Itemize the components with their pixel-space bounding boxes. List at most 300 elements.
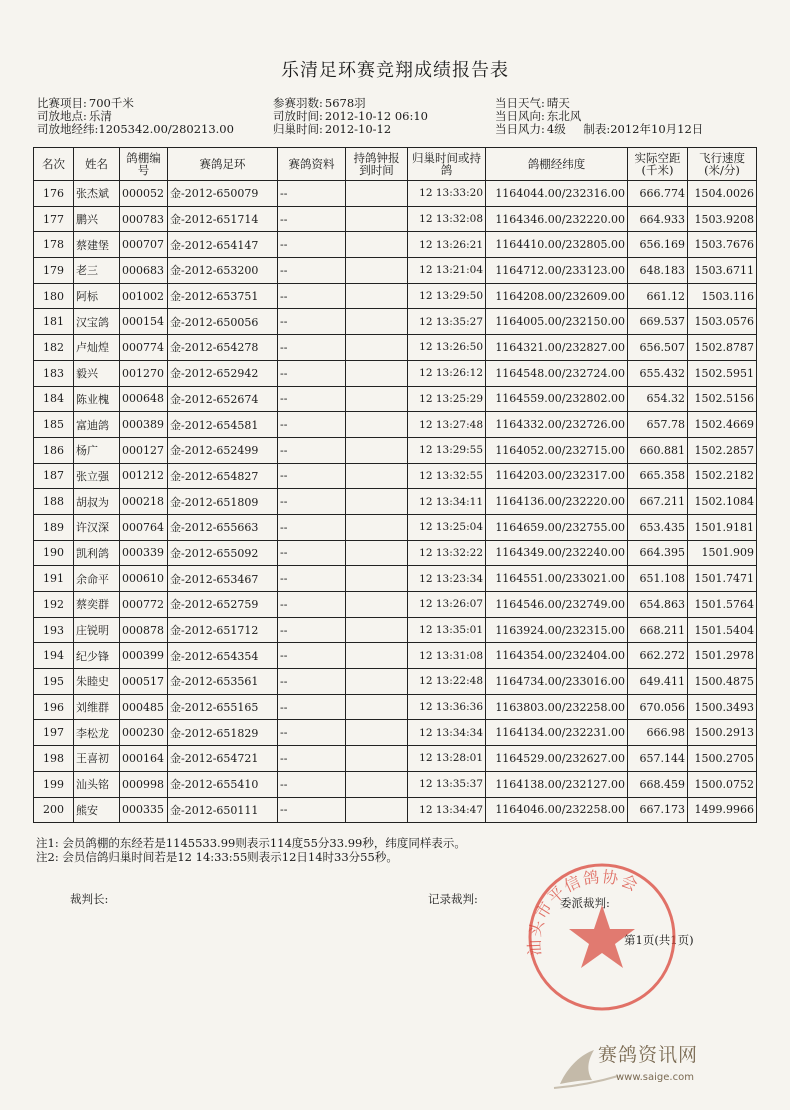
release-coord-value: 1205342.00/280213.00 <box>98 122 234 136</box>
header-rank: 名次 <box>34 148 74 181</box>
cell-loft: 000127 <box>120 437 168 463</box>
cell-info: -- <box>278 437 346 463</box>
release-time-label: 司放时间: <box>273 109 323 123</box>
table-row <box>34 514 757 540</box>
cell-clock <box>346 437 408 463</box>
cell-dist: 651.108 <box>628 566 688 592</box>
entries-value: 5678羽 <box>324 96 366 110</box>
return-time-label: 归巢时间: <box>273 122 323 136</box>
cell-coord: 1164136.00/232220.00 <box>486 489 628 515</box>
cell-rank: 192 <box>34 592 74 618</box>
cell-arrival: 12 13:29:50 <box>408 283 486 309</box>
cell-ring: 金-2012-655410 <box>168 771 278 797</box>
cell-speed: 1503.6711 <box>688 258 757 284</box>
record-judge-label: 记录裁判: <box>428 892 478 906</box>
cell-name: 熊安 <box>74 797 120 823</box>
release-time-value: 2012-10-12 06:10 <box>324 109 428 123</box>
cell-loft: 000485 <box>120 694 168 720</box>
cell-name: 汕头铭 <box>74 771 120 797</box>
cell-speed: 1499.9966 <box>688 797 757 823</box>
cell-speed: 1502.2857 <box>688 437 757 463</box>
cell-rank: 187 <box>34 463 74 489</box>
cell-rank: 186 <box>34 437 74 463</box>
notes <box>36 836 466 864</box>
cell-ring: 金-2012-653200 <box>168 258 278 284</box>
cell-clock <box>346 720 408 746</box>
wind-force-info <box>495 123 703 136</box>
cell-speed: 1500.2913 <box>688 720 757 746</box>
cell-name: 陈业槐 <box>74 386 120 412</box>
cell-ring: 金-2012-654721 <box>168 746 278 772</box>
cell-clock <box>346 694 408 720</box>
cell-coord: 1164046.00/232258.00 <box>486 797 628 823</box>
pigeon-icon <box>560 1050 594 1084</box>
cell-speed: 1501.5764 <box>688 592 757 618</box>
cell-dist: 669.537 <box>628 309 688 335</box>
cell-name: 纪少锋 <box>74 643 120 669</box>
page-number: 第1页(共1页) <box>624 933 694 947</box>
cell-dist: 670.056 <box>628 694 688 720</box>
cell-dist: 660.881 <box>628 437 688 463</box>
cell-coord: 1164138.00/232127.00 <box>486 771 628 797</box>
cell-clock <box>346 283 408 309</box>
cell-speed: 1502.8787 <box>688 335 757 361</box>
return-time-info <box>273 123 391 136</box>
cell-name: 杨广 <box>74 437 120 463</box>
weather-value: 晴天 <box>546 96 570 110</box>
cell-name: 汉宝鸽 <box>74 309 120 335</box>
cell-info: -- <box>278 771 346 797</box>
cell-speed: 1503.0576 <box>688 309 757 335</box>
table-row <box>34 283 757 309</box>
cell-name: 张杰斌 <box>74 181 120 207</box>
cell-loft: 000164 <box>120 746 168 772</box>
cell-info: -- <box>278 258 346 284</box>
cell-coord: 1164546.00/232749.00 <box>486 592 628 618</box>
cell-rank: 189 <box>34 514 74 540</box>
cell-dist: 653.435 <box>628 514 688 540</box>
cell-arrival: 12 13:31:08 <box>408 643 486 669</box>
cell-name: 张立强 <box>74 463 120 489</box>
cell-speed: 1501.909 <box>688 540 757 566</box>
cell-dist: 665.358 <box>628 463 688 489</box>
cell-coord: 1164346.00/232220.00 <box>486 206 628 232</box>
cell-ring: 金-2012-651714 <box>168 206 278 232</box>
cell-coord: 1164734.00/233016.00 <box>486 669 628 695</box>
cell-speed: 1500.2705 <box>688 746 757 772</box>
cell-info: -- <box>278 797 346 823</box>
cell-loft: 000052 <box>120 181 168 207</box>
cell-ring: 金-2012-655092 <box>168 540 278 566</box>
cell-coord: 1163924.00/232315.00 <box>486 617 628 643</box>
cell-rank: 194 <box>34 643 74 669</box>
wind-force-label: 当日风力: <box>495 122 545 136</box>
cell-name: 老三 <box>74 258 120 284</box>
cell-arrival: 12 13:35:01 <box>408 617 486 643</box>
cell-speed: 1502.4669 <box>688 412 757 438</box>
cell-name: 余命平 <box>74 566 120 592</box>
cell-dist: 649.411 <box>628 669 688 695</box>
table-row <box>34 360 757 386</box>
header-arrival: 归巢时间或持鸽 <box>408 148 486 181</box>
cell-name: 许汉深 <box>74 514 120 540</box>
cell-loft: 000335 <box>120 797 168 823</box>
cell-arrival: 12 13:32:22 <box>408 540 486 566</box>
cell-clock <box>346 669 408 695</box>
cell-clock <box>346 258 408 284</box>
table-row <box>34 181 757 207</box>
cell-name: 毅兴 <box>74 360 120 386</box>
cell-info: -- <box>278 360 346 386</box>
cell-rank: 198 <box>34 746 74 772</box>
table-row <box>34 540 757 566</box>
cell-info: -- <box>278 592 346 618</box>
cell-speed: 1503.116 <box>688 283 757 309</box>
table-row <box>34 437 757 463</box>
note-2: 注2: 会员信鸽归巢时间若是12 14:33:55则表示12日14时33分55秒。 <box>36 850 398 864</box>
cell-info: -- <box>278 540 346 566</box>
cell-dist: 655.432 <box>628 360 688 386</box>
cell-name: 庄锐明 <box>74 617 120 643</box>
release-site-label: 司放地点: <box>37 109 87 123</box>
header-ring: 赛鸽足环 <box>168 148 278 181</box>
cell-loft: 000648 <box>120 386 168 412</box>
cell-rank: 200 <box>34 797 74 823</box>
cell-dist: 654.863 <box>628 592 688 618</box>
cell-arrival: 12 13:23:34 <box>408 566 486 592</box>
cell-speed: 1501.5404 <box>688 617 757 643</box>
cell-speed: 1501.2978 <box>688 643 757 669</box>
cell-ring: 金-2012-651809 <box>168 489 278 515</box>
cell-dist: 661.12 <box>628 283 688 309</box>
cell-dist: 656.507 <box>628 335 688 361</box>
cell-clock <box>346 463 408 489</box>
cell-name: 刘维群 <box>74 694 120 720</box>
cell-dist: 648.183 <box>628 258 688 284</box>
watermark-text: 赛鸽资讯网 <box>598 1044 699 1066</box>
table-row <box>34 617 757 643</box>
cell-info: -- <box>278 694 346 720</box>
cell-dist: 667.211 <box>628 489 688 515</box>
wind-force-value: 4级 <box>546 122 566 136</box>
cell-coord: 1164044.00/232316.00 <box>486 181 628 207</box>
release-site-value: 乐清 <box>88 109 112 123</box>
cell-loft: 000764 <box>120 514 168 540</box>
cell-info: -- <box>278 746 346 772</box>
cell-coord: 1164321.00/232827.00 <box>486 335 628 361</box>
cell-speed: 1502.2182 <box>688 463 757 489</box>
cell-arrival: 12 13:32:55 <box>408 463 486 489</box>
cell-rank: 193 <box>34 617 74 643</box>
chief-judge-label: 裁判长: <box>70 892 109 906</box>
cell-speed: 1502.5951 <box>688 360 757 386</box>
cell-speed: 1504.0026 <box>688 181 757 207</box>
cell-rank: 177 <box>34 206 74 232</box>
cell-loft: 000772 <box>120 592 168 618</box>
cell-info: -- <box>278 720 346 746</box>
cell-loft: 000399 <box>120 643 168 669</box>
seal-star-icon <box>569 905 635 968</box>
cell-loft: 000783 <box>120 206 168 232</box>
cell-ring: 金-2012-650056 <box>168 309 278 335</box>
cell-info: -- <box>278 617 346 643</box>
cell-rank: 185 <box>34 412 74 438</box>
cell-clock <box>346 232 408 258</box>
cell-arrival: 12 13:35:27 <box>408 309 486 335</box>
cell-coord: 1164052.00/232715.00 <box>486 437 628 463</box>
cell-arrival: 12 13:26:50 <box>408 335 486 361</box>
cell-name: 阿标 <box>74 283 120 309</box>
cell-name: 卢灿煌 <box>74 335 120 361</box>
cell-loft: 000998 <box>120 771 168 797</box>
table-row <box>34 412 757 438</box>
made-value: 2012年10月12日 <box>610 122 704 136</box>
cell-coord: 1164529.00/232627.00 <box>486 746 628 772</box>
table-header-row <box>34 148 757 181</box>
cell-ring: 金-2012-655663 <box>168 514 278 540</box>
table-row <box>34 566 757 592</box>
cell-clock <box>346 489 408 515</box>
watermark-url: www.saige.com <box>616 1072 694 1083</box>
table-row <box>34 309 757 335</box>
cell-loft: 000154 <box>120 309 168 335</box>
wind-dir-label: 当日风向: <box>495 109 545 123</box>
cell-clock <box>346 360 408 386</box>
cell-speed: 1501.7471 <box>688 566 757 592</box>
cell-dist: 654.32 <box>628 386 688 412</box>
cell-info: -- <box>278 283 346 309</box>
results-table <box>33 147 757 823</box>
cell-ring: 金-2012-651829 <box>168 720 278 746</box>
table-row <box>34 258 757 284</box>
cell-name: 朱睦史 <box>74 669 120 695</box>
cell-name: 富迪鸽 <box>74 412 120 438</box>
cell-rank: 199 <box>34 771 74 797</box>
cell-ring: 金-2012-654581 <box>168 412 278 438</box>
cell-name: 王喜初 <box>74 746 120 772</box>
cell-clock <box>346 386 408 412</box>
cell-ring: 金-2012-650079 <box>168 181 278 207</box>
cell-rank: 178 <box>34 232 74 258</box>
cell-clock <box>346 617 408 643</box>
cell-loft: 000218 <box>120 489 168 515</box>
cell-arrival: 12 13:35:37 <box>408 771 486 797</box>
cell-arrival: 12 13:32:08 <box>408 206 486 232</box>
cell-rank: 182 <box>34 335 74 361</box>
return-time-value: 2012-10-12 <box>324 122 392 136</box>
cell-ring: 金-2012-652759 <box>168 592 278 618</box>
table-row <box>34 669 757 695</box>
cell-clock <box>346 412 408 438</box>
cell-speed: 1500.4875 <box>688 669 757 695</box>
cell-arrival: 12 13:21:04 <box>408 258 486 284</box>
cell-rank: 191 <box>34 566 74 592</box>
cell-rank: 188 <box>34 489 74 515</box>
cell-coord: 1164712.00/233123.00 <box>486 258 628 284</box>
cell-name: 鹏兴 <box>74 206 120 232</box>
table-row <box>34 720 757 746</box>
cell-ring: 金-2012-653467 <box>168 566 278 592</box>
cell-name: 胡叔为 <box>74 489 120 515</box>
cell-loft: 000389 <box>120 412 168 438</box>
cell-clock <box>346 335 408 361</box>
cell-dist: 667.173 <box>628 797 688 823</box>
cell-ring: 金-2012-652674 <box>168 386 278 412</box>
table-row <box>34 592 757 618</box>
header-info: 赛鸽资料 <box>278 148 346 181</box>
header-clock: 持鸽钟报到时间 <box>346 148 408 181</box>
cell-coord: 1164559.00/232802.00 <box>486 386 628 412</box>
cell-info: -- <box>278 669 346 695</box>
cell-arrival: 12 13:34:11 <box>408 489 486 515</box>
cell-name: 凯利鸽 <box>74 540 120 566</box>
table-row <box>34 232 757 258</box>
table-row <box>34 694 757 720</box>
cell-loft: 001002 <box>120 283 168 309</box>
cell-name: 蔡奕群 <box>74 592 120 618</box>
cell-info: -- <box>278 489 346 515</box>
cell-info: -- <box>278 309 346 335</box>
cell-loft: 000230 <box>120 720 168 746</box>
cell-info: -- <box>278 206 346 232</box>
cell-rank: 196 <box>34 694 74 720</box>
cell-loft: 000878 <box>120 617 168 643</box>
cell-loft: 000683 <box>120 258 168 284</box>
cell-dist: 657.144 <box>628 746 688 772</box>
cell-clock <box>346 566 408 592</box>
cell-loft: 000517 <box>120 669 168 695</box>
cell-ring: 金-2012-651712 <box>168 617 278 643</box>
cell-loft: 001212 <box>120 463 168 489</box>
cell-dist: 656.169 <box>628 232 688 258</box>
cell-info: -- <box>278 412 346 438</box>
table-row <box>34 797 757 823</box>
cell-clock <box>346 771 408 797</box>
cell-speed: 1503.7676 <box>688 232 757 258</box>
header-name: 姓名 <box>74 148 120 181</box>
cell-rank: 190 <box>34 540 74 566</box>
cell-info: -- <box>278 386 346 412</box>
cell-speed: 1500.0752 <box>688 771 757 797</box>
cell-dist: 666.98 <box>628 720 688 746</box>
cell-ring: 金-2012-654278 <box>168 335 278 361</box>
cell-info: -- <box>278 335 346 361</box>
table-row <box>34 206 757 232</box>
cell-coord: 1164005.00/232150.00 <box>486 309 628 335</box>
cell-info: -- <box>278 514 346 540</box>
cell-rank: 195 <box>34 669 74 695</box>
cell-name: 蔡建堡 <box>74 232 120 258</box>
race-value: 700千米 <box>88 96 134 110</box>
cell-speed: 1501.9181 <box>688 514 757 540</box>
table-row <box>34 746 757 772</box>
cell-coord: 1164410.00/232805.00 <box>486 232 628 258</box>
table-row <box>34 335 757 361</box>
cell-ring: 金-2012-653751 <box>168 283 278 309</box>
cell-clock <box>346 746 408 772</box>
cell-info: -- <box>278 643 346 669</box>
cell-rank: 183 <box>34 360 74 386</box>
entries-label: 参赛羽数: <box>273 96 323 110</box>
cell-ring: 金-2012-652942 <box>168 360 278 386</box>
table-row <box>34 386 757 412</box>
cell-loft: 000610 <box>120 566 168 592</box>
cell-ring: 金-2012-654354 <box>168 643 278 669</box>
cell-arrival: 12 13:33:20 <box>408 181 486 207</box>
table-row <box>34 489 757 515</box>
cell-speed: 1503.9208 <box>688 206 757 232</box>
cell-coord: 1164134.00/232231.00 <box>486 720 628 746</box>
cell-rank: 197 <box>34 720 74 746</box>
cell-speed: 1502.1084 <box>688 489 757 515</box>
cell-ring: 金-2012-655165 <box>168 694 278 720</box>
table-row <box>34 771 757 797</box>
cell-arrival: 12 13:34:47 <box>408 797 486 823</box>
seal-text: 汕头市平信鸽协会 <box>524 867 643 957</box>
cell-arrival: 12 13:26:07 <box>408 592 486 618</box>
cell-coord: 1164548.00/232724.00 <box>486 360 628 386</box>
cell-clock <box>346 797 408 823</box>
cell-dist: 664.395 <box>628 540 688 566</box>
cell-clock <box>346 514 408 540</box>
cell-info: -- <box>278 463 346 489</box>
header-speed: 飞行速度(米/分) <box>688 148 757 181</box>
cell-rank: 180 <box>34 283 74 309</box>
cell-rank: 184 <box>34 386 74 412</box>
cell-ring: 金-2012-654827 <box>168 463 278 489</box>
cell-ring: 金-2012-650111 <box>168 797 278 823</box>
cell-ring: 金-2012-654147 <box>168 232 278 258</box>
official-seal <box>522 857 682 1017</box>
cell-dist: 664.933 <box>628 206 688 232</box>
cell-dist: 668.459 <box>628 771 688 797</box>
assigned-judge-label: 委派裁判: <box>560 896 610 910</box>
cell-clock <box>346 309 408 335</box>
cell-arrival: 12 13:27:48 <box>408 412 486 438</box>
table-row <box>34 643 757 669</box>
cell-info: -- <box>278 566 346 592</box>
cell-coord: 1164203.00/232317.00 <box>486 463 628 489</box>
cell-rank: 181 <box>34 309 74 335</box>
cell-clock <box>346 206 408 232</box>
cell-arrival: 12 13:28:01 <box>408 746 486 772</box>
cell-clock <box>346 592 408 618</box>
cell-arrival: 12 13:29:55 <box>408 437 486 463</box>
report-title: 乐清足环赛竞翔成绩报告表 <box>281 60 509 81</box>
cell-arrival: 12 13:36:36 <box>408 694 486 720</box>
cell-clock <box>346 181 408 207</box>
cell-coord: 1163803.00/232258.00 <box>486 694 628 720</box>
cell-clock <box>346 643 408 669</box>
cell-coord: 1164349.00/232240.00 <box>486 540 628 566</box>
cell-coord: 1164551.00/233021.00 <box>486 566 628 592</box>
cell-loft: 000774 <box>120 335 168 361</box>
header-dist: 实际空距(千米) <box>628 148 688 181</box>
made-label: 制表: <box>583 122 611 136</box>
cell-arrival: 12 13:26:21 <box>408 232 486 258</box>
cell-arrival: 12 13:22:48 <box>408 669 486 695</box>
weather-label: 当日天气: <box>495 96 545 110</box>
wind-dir-value: 东北风 <box>546 109 582 123</box>
cell-coord: 1164354.00/232404.00 <box>486 643 628 669</box>
cell-arrival: 12 13:34:34 <box>408 720 486 746</box>
cell-ring: 金-2012-653561 <box>168 669 278 695</box>
cell-dist: 657.78 <box>628 412 688 438</box>
cell-speed: 1500.3493 <box>688 694 757 720</box>
cell-clock <box>346 540 408 566</box>
cell-ring: 金-2012-652499 <box>168 437 278 463</box>
cell-name: 李松龙 <box>74 720 120 746</box>
